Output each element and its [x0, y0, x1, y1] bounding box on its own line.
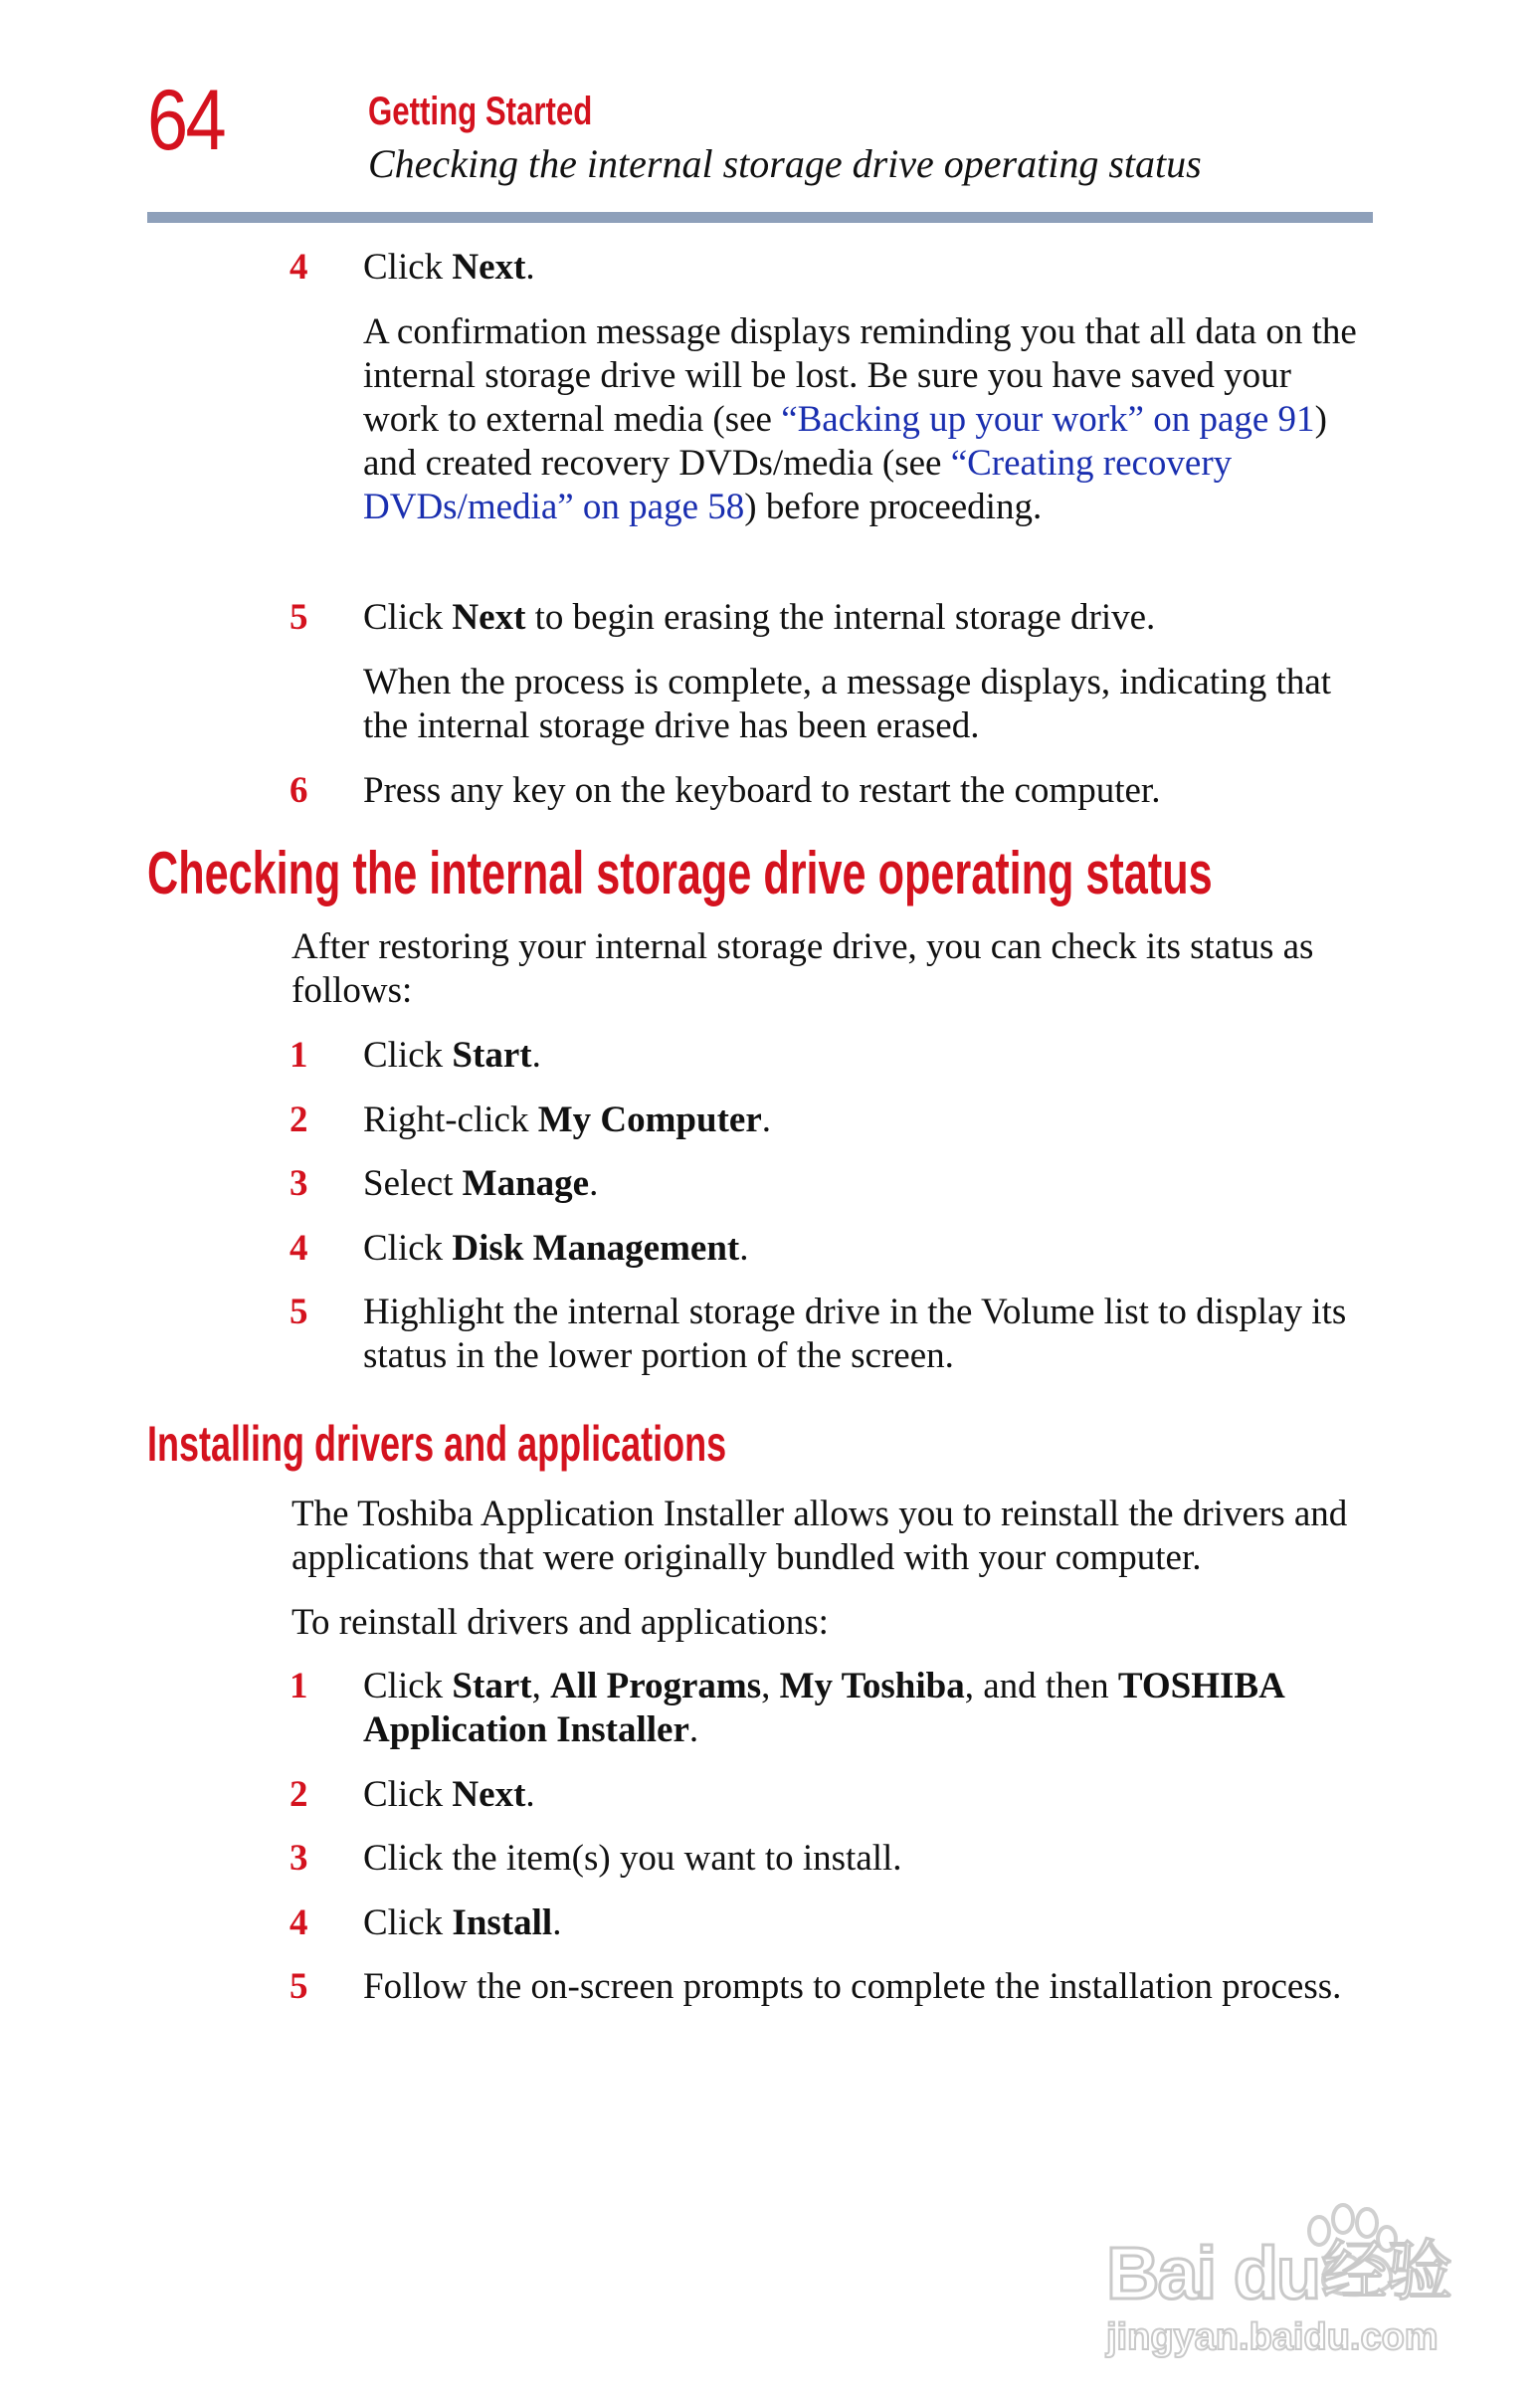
link-backing-up[interactable]: “Backing up your work” on page 91 — [781, 399, 1315, 440]
page-number: 64 — [147, 73, 225, 168]
process-note: When the process is complete, a message displays, indicating that the internal storage drive has been erased. — [363, 662, 1332, 746]
step-number: 5 — [289, 1966, 308, 2007]
step-text: Click Next to begin erasing the internal storage drive. — [363, 597, 1156, 638]
step-text: Click Next. — [363, 247, 535, 288]
watermark-url: jingyan.baidu.com — [1106, 2316, 1439, 2358]
step-text: Press any key on the keyboard to restart the computer. — [363, 770, 1161, 811]
section-heading-installing: Installing drivers and applications — [147, 1416, 727, 1472]
step-number: 1 — [289, 1666, 308, 1706]
step-number: 4 — [289, 1902, 308, 1943]
step-text: Highlight the internal storage drive in the Volume list to display its status in the lower portion of the screen. — [363, 1292, 1347, 1376]
section-intro-2: To reinstall drivers and applications: — [291, 1602, 829, 1643]
step-number: 2 — [289, 1100, 308, 1140]
section-intro: The Toshiba Application Installer allows you to reinstall the drivers and applications that were originally bundled with your computer. — [291, 1494, 1348, 1578]
section-heading-checking: Checking the internal storage drive operating status — [147, 840, 1213, 906]
running-header-section: Getting Started — [368, 90, 593, 133]
watermark-brand: Bai du — [1106, 2232, 1320, 2314]
step-number: 3 — [289, 1163, 308, 1204]
step-text: Click Start. — [363, 1035, 541, 1076]
link-creating-recovery[interactable]: “Creating recovery DVDs/media” on page 58 — [363, 443, 1233, 527]
step-number: 1 — [289, 1035, 308, 1076]
step-text: Click Disk Management. — [363, 1228, 749, 1269]
step-number: 5 — [289, 1292, 308, 1332]
step-number: 5 — [289, 597, 308, 638]
step-number: 2 — [289, 1774, 308, 1815]
step-number: 4 — [289, 1228, 308, 1269]
confirmation-note: A confirmation message displays reminding you that all data on the internal storage drive will be lost. Be sure you have saved your work to external media (see “Backing up your work” on page 91) and created recovery DVDs/media (see “Creating recovery DVDs/media” on page 58) before proceeding. — [363, 311, 1357, 527]
step-number: 4 — [289, 247, 308, 288]
section-intro: After restoring your internal storage drive, you can check its status as follows: — [291, 926, 1314, 1011]
step-text: Click Next. — [363, 1774, 535, 1815]
step-number: 6 — [289, 770, 308, 811]
step-text: Click Start, All Programs, My Toshiba, and then TOSHIBA Application Installer. — [363, 1666, 1283, 1750]
step-text: Click Install. — [363, 1902, 562, 1943]
step-text: Follow the on-screen prompts to complete the installation process. — [363, 1966, 1342, 2007]
step-text: Select Manage. — [363, 1163, 599, 1204]
step-text: Click the item(s) you want to install. — [363, 1838, 902, 1879]
running-header-subsection: Checking the internal storage drive operating status — [368, 141, 1202, 186]
step-number: 3 — [289, 1838, 308, 1879]
step-text: Right-click My Computer. — [363, 1100, 772, 1140]
watermark-cn: 经验 — [1321, 2233, 1452, 2309]
header-rule — [147, 212, 1373, 223]
